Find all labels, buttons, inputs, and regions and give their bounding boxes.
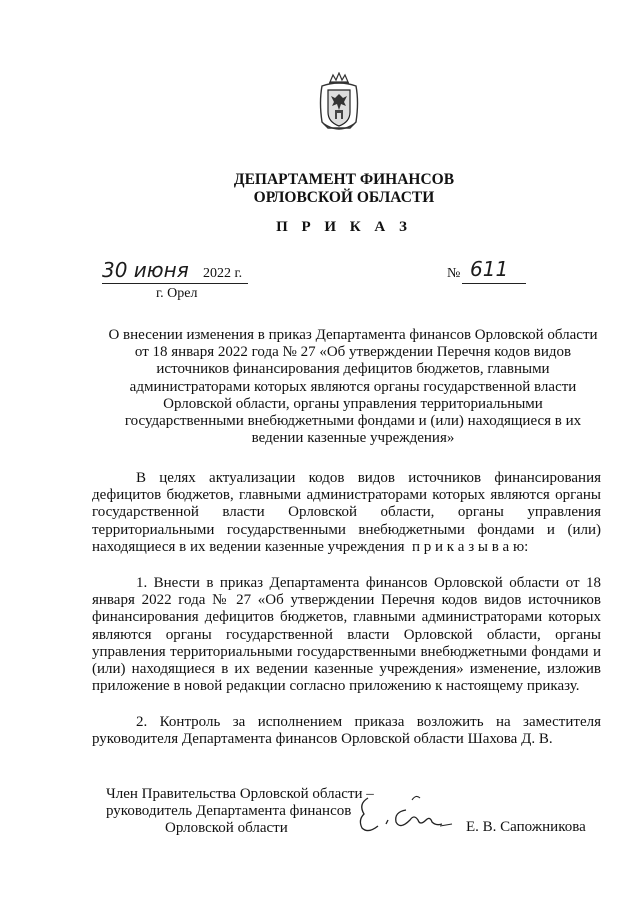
item-1-paragraph <box>92 575 601 695</box>
preamble-paragraph <box>92 470 601 556</box>
document-type-title: П Р И К А З <box>276 219 412 235</box>
item-2-paragraph <box>92 714 601 748</box>
signer-position-line2: руководитель Департамента финансов <box>106 803 352 819</box>
date-underline <box>102 283 248 284</box>
item-2-text: 2. Контроль за исполнением приказа возложить на заместителя руководителя Департамента финансов Орловской области Шахова Д. В. <box>92 714 601 748</box>
signer-name: Е. В. Сапожникова <box>466 819 586 835</box>
order-word: п р и к а з ы в а ю: <box>411 538 529 555</box>
department-name-line1: ДЕПАРТАМЕНТ ФИНАНСОВ <box>233 171 455 188</box>
signer-position-line3: Орловской области <box>165 820 288 836</box>
order-subject: О внесении изменения в приказ Департамента финансов Орловской области от 18 января 2022 года № 27 «Об утверждении Перечня кодов видов источников финансирования дефицитов бюджетов, главными администраторами которых являются органы государственной власти Орловской области, органы управления территориальными государственными внебюджетными фондами и (или) находящиеся в их ведении казенные учреждения» <box>108 327 598 447</box>
signer-position-line1: Член Правительства Орловской области – <box>106 786 374 802</box>
order-number-label: № <box>447 266 461 281</box>
order-number-handwritten: 611 <box>470 257 509 281</box>
coat-of-arms-emblem <box>316 72 362 134</box>
number-underline <box>462 283 526 284</box>
order-date-handwritten: 30 июня <box>102 258 189 282</box>
order-year: 2022 г. <box>203 266 243 281</box>
city-name: г. Орел <box>156 286 198 301</box>
item-1-text: 1. Внести в приказ Департамента финансов Орловской области от 18 января 2022 года № 27 «Об утверждении Перечня кодов видов источников финансирования дефицитов бюджетов, главными администраторами которых являются органы государственной власти Орловской области, органы управления территориальными государственными внебюджетными фондами и (или) находящиеся в их ведении казенные учреждения» изменение, изложив приложение в новой редакции согласно приложению к настоящему приказу. <box>92 575 601 695</box>
department-name-line2: ОРЛОВСКОЙ ОБЛАСТИ <box>253 189 435 206</box>
handwritten-signature <box>356 790 456 838</box>
preamble-text: В целях актуализации кодов видов источников финансирования дефицитов бюджетов, главными администраторами которых являются органы государственной власти Орловской области, органы управления территориальными государственными внебюджетными фондами и (или) находящиеся в их ведении казенные учреждения <box>92 470 601 555</box>
